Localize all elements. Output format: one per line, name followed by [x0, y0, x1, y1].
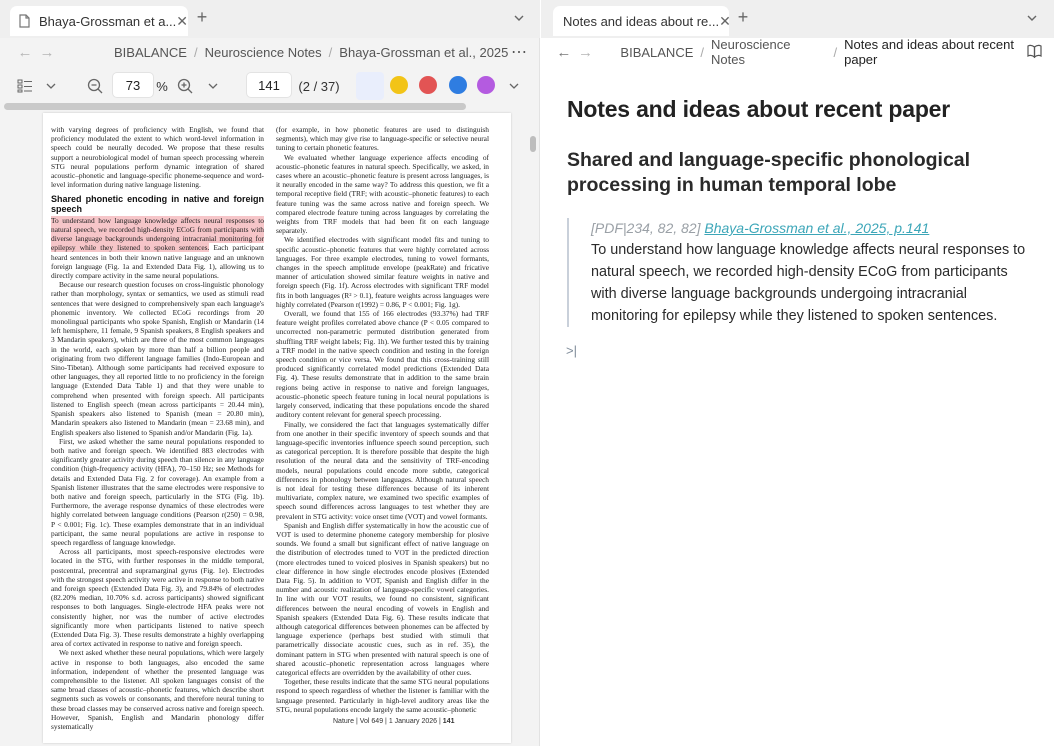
blockquote — [567, 218, 1037, 327]
horizontal-scrollbar[interactable] — [4, 103, 466, 110]
breadcrumb-item[interactable]: Neuroscience Notes — [711, 37, 791, 67]
pdf-page-footer — [333, 718, 454, 725]
chevron-down-icon[interactable] — [1025, 11, 1039, 25]
breadcrumb-separator: / — [833, 44, 838, 60]
tab-pdf-label: Bhaya-Grossman et a... — [39, 13, 177, 29]
forward-arrow-icon[interactable]: → — [578, 43, 594, 61]
highlight-color-swatch-blue[interactable] — [449, 76, 467, 94]
footer-date: 1 January 2026 — [388, 718, 438, 725]
pdf-paragraph: with varying degrees of proficiency with English, we found that proficiency modulated the extent to which word-level information in speech could be neurally decoded. We propose that these results support a neurobiological model of human speech processing wherein STG neural populations perform dynamic integration of shared acoustic–phonetic and language-specific phoneme-sequence and word-level information during native language listening. — [51, 125, 264, 190]
chevron-down-icon[interactable] — [44, 76, 58, 96]
quote-reference — [591, 218, 1037, 238]
breadcrumb-separator: / — [193, 44, 198, 60]
chevron-down-icon[interactable] — [206, 76, 220, 96]
pdf-paragraph: Across all participants, most speech-responsive electrodes were located in the STG, with further responses in the middle temporal, postcentral, precentral and supramarginal gyrus (Fig. 1e). Electrodes with the strongest speech activity were active in response to both native and foreign speech (Extended Data Fig. 3), and 79.84% of electrodes (82.20% median, 10.70% s.d. across participants) showed significant responses to both languages. Single-electrode HFA peaks were not consistently higher, nor was the number of active electrodes significantly more when participants listened to native speech (Extended Data Fig. 3). These results demonstrate a highly overlapping area of cortex activated in response to native and foreign speech. — [51, 547, 264, 649]
note-subtitle: Shared and language-specific phonological processing in human temporal lobe — [567, 149, 971, 196]
pdf-paragraph: Together, these results indicate that the same STG neural populations respond to speech regardless of whether the listener is familiar with the language presented. Particularly in high-level auditory areas like the STG, neural populations encode largely the same acoustic–phonetic — [276, 677, 489, 714]
pdf-paragraph: We identified electrodes with significant model fits and tuning to specific acoustic–phonetic features that were highly correlated across languages. For three example electrodes, tuning to vowel formants, changes in the speech amplitude envelope (peakRate) and fricative manner of articulation showed similar feature weights in native and foreign speech (Fig. 1f). Across electrodes with significant TRF model fits in both languages (R² > 0.1), feature weights across languages were highly correlated (Pearson r(1992) = 0.86, P < 0.001; Fig. 1g). — [276, 235, 489, 309]
highlight-color-swatch-red[interactable] — [419, 76, 437, 94]
vertical-scrollbar[interactable] — [530, 136, 536, 152]
pdf-backlink[interactable]: Bhaya-Grossman et al., 2025, p.141 — [704, 220, 930, 236]
breadcrumb-item[interactable]: BIBALANCE — [620, 44, 694, 60]
new-tab-plus-icon[interactable]: + — [196, 7, 208, 27]
footer-separator: | — [385, 718, 389, 725]
breadcrumb-current[interactable]: Notes and ideas about recent paper — [844, 37, 1014, 67]
page-count: (2 / 37) — [298, 78, 340, 94]
editor-cursor[interactable]: >| — [566, 343, 577, 358]
pdf-page — [43, 113, 511, 743]
pdf-column-right — [276, 125, 489, 714]
more-options-icon[interactable]: ⋯ — [511, 44, 527, 61]
zoom-in-icon[interactable] — [176, 76, 194, 96]
notes-pane — [541, 0, 1054, 746]
zoom-input[interactable]: 73 — [112, 72, 154, 98]
note-title: Notes and ideas about recent paper — [567, 96, 951, 122]
tab-pdf[interactable] — [10, 6, 188, 36]
highlight-color-swatch-yellow[interactable] — [390, 76, 408, 94]
pdf-toolbar — [0, 68, 540, 104]
chevron-down-icon[interactable] — [512, 11, 526, 25]
page-number-input[interactable]: 141 — [246, 72, 292, 98]
left-tab-bar — [0, 0, 540, 38]
pdf-paragraph: (for example, in how phonetic features are used to distinguish segments), which may give rise to language-specific or selective neural tuning to certain phonetic features. — [276, 125, 489, 153]
pdf-reference-prefix: [PDF|234, 82, 82] — [591, 220, 701, 236]
back-arrow-icon[interactable]: ← — [556, 43, 572, 61]
footer-separator: | — [355, 718, 360, 725]
highlight-color-swatch-none[interactable] — [356, 72, 384, 100]
pdf-column-left — [51, 125, 264, 731]
pdf-paragraph: We next asked whether these neural populations, which were largely active in response to both languages, also encoded the same information, independent of whether the presented language was comprehensible to the listener. All spoken languages consist of the same broad classes of acoustic–phonetic features, which describe short segments such as vowels or consonants, and therefore neural tuning to these broad classes may be conserved across native and foreign speech. However, Spanish, English and Mandarin phonology differ systematically — [51, 648, 264, 731]
forward-arrow-icon[interactable]: → — [39, 43, 55, 61]
footer-volume: Vol 649 — [359, 718, 384, 725]
footer-journal: Nature — [333, 718, 355, 725]
sidebar-toggle-icon[interactable] — [16, 76, 34, 96]
zoom-unit: % — [156, 78, 168, 94]
pdf-paragraph: Spanish and English differ systematically in how the acoustic cue of VOT is used to determine phoneme category membership for plosive sounds. We found a small but significant effect of native language on the distribution of electrodes tuned to VOT in the predicted direction (more electrodes tuned to voiced plosives in Spanish speakers) but no clear difference in how single electrodes encode plosives (Extended Data Fig. 5). In addition to VOT, Spanish and English differ in the number and acoustic realization of language-specific vowel categories. In line with our VOT results, we found no consistent, significant differences between the neural encoding of vowels in English and Spanish speakers (Extended Data Fig. 6). These results indicate that although categorical differences between phonemes can be affected by language experience (perhaps best studied with stimuli that parametrically dissociate acoustic cues, such as in ref. 35), the dominant pattern in STG when presented with natural speech is one of shared acoustic–phonetic representation across languages where categorical effects are overridden by the availability of other cues. — [276, 520, 489, 677]
quote-text: To understand how language knowledge affects neural responses to natural speech, we recorded high-density ECoG from participants with diverse language backgrounds undergoing intracranial monitoring for epilepsy while they listened to spoken sentences. — [591, 242, 1026, 324]
breadcrumb-item[interactable]: Bhaya-Grossman et al., 2025 — [339, 44, 509, 60]
chevron-down-icon[interactable] — [507, 76, 521, 96]
new-tab-plus-icon[interactable]: + — [737, 7, 749, 27]
left-nav-bar — [14, 38, 534, 66]
right-tab-bar — [541, 0, 1054, 38]
breadcrumb-separator: / — [700, 44, 705, 60]
close-icon[interactable]: ✕ — [176, 12, 189, 29]
pdf-paragraph: We evaluated whether language experience affects encoding of acoustic–phonetic features in natural speech. Specifically, we asked, in cases where an acoustic–phonetic feature is present across languages, is it neurally encoded in the same way? To address this question, we fit a temporal receptive field (TRF; with acoustic–phonetic features) to each feature tuning was the same across native and foreign speech. We compared electrode feature tuning across languages by correlating the weights from TRF models that had been fit on each language separately. — [276, 152, 489, 236]
pdf-text: Each participant heard sentences in both their known native language and an unknown foreign language (Fig. 1a and Extended Data Fig. 1), allowing us to directly compare activity in the same neural populations. — [51, 243, 264, 281]
breadcrumb-item[interactable]: Neuroscience Notes — [204, 44, 322, 60]
reading-view-book-icon[interactable] — [1027, 44, 1042, 61]
pdf-paragraph: Overall, we found that 155 of 166 electrodes (93.37%) had TRF feature weight profiles correlated above chance (P < 0.05 compared to uncorrected non-parametric permuted distribution generated from shuffling TRF weight labels; Fig. 1h). We further tested this by training a TRF model in the native speech condition and testing in the foreign speech condition or vice versa. We found that this cross-training still produced significantly correlated model predictions (Extended Data Fig. 4). These results demonstrate that in addition to the same brain regions being active in response to native and foreign languages, acoustic–phonetic speech feature tuning in local neural populations is largely conserved, indicating that these populations encode the shared auditory content relevant for general speech processing. — [276, 309, 489, 420]
back-arrow-icon[interactable]: ← — [17, 43, 33, 61]
footer-separator: | — [439, 718, 443, 725]
pdf-section-heading: Shared phonetic encoding in native and foreign speech — [51, 194, 264, 214]
pdf-highlight[interactable]: To understand how language knowledge affects neural responses to natural speech, we recorded high-density ECoG from participants with diverse language backgrounds undergoing intracranial monitoring for epilepsy while they listened to spoken sentences. — [51, 215, 264, 253]
pdf-paragraph: Finally, we considered the fact that languages systematically differ from one another in their specific inventory of speech sounds and that language-specific inventories influence speech sound perception, such as categorical perception. It is therefore possible that despite the high resolution of the neural data and the sensitivity of TRF-encoding models, neural populations could encode more subtle, categorical differences in phonology between languages. Although natural speech is not ideal for testing these differences because of its inherent multivariate, complex nature, we examined two specific examples of speech sound differences across languages to test whether they are prevalent in STG activity: voice onset time (VOT) and vowel formants. — [276, 419, 489, 521]
close-icon[interactable]: ✕ — [719, 12, 731, 29]
breadcrumb-item[interactable]: BIBALANCE — [114, 44, 187, 60]
pdf-paragraph: First, we asked whether the same neural populations responded to both native and foreign speech. We identified 883 electrodes with significantly greater activity during speech than silence in any language condition (high-frequency activity (HFA), 70–150 Hz; see Methods for details and Extended Data Fig. 2 for coverage). An example from a Spanish listener illustrates that the same electrodes were responsive to both native and foreign speech, particularly in the STG (Fig. 1b). Furthermore, the average response dynamics of these electrodes were highly correlated between language conditions (Pearson r(250) = 0.98, P < 0.001; Fig. 1c). These examples demonstrate that in an individual participant, the same neural populations are active in response to speech regardless of language knowledge. — [51, 436, 264, 547]
pdf-paragraph: Because our research question focuses on cross-linguistic phonology rather than morphology, syntax or semantics, we used as stimuli read sentences that were designed to comprehensively span each language's phonemic inventory. We collected ECoG recordings from 20 monolingual participants who spoke Spanish, English or Mandarin (14 left hemisphere, 11 female, 9 Spanish speakers, 8 English speakers and 3 Mandarin speakers), which are three of the most common languages in the world, each spoken by more than half a billion people and originating from two different language families (Indo-European and Sino-Tibetan). Although some participants had received exposure to other languages, they all reported little to no proficiency in the foreign language (Extended Data Table 1) and that they were unable to comprehend when presented with foreign speech. All participants listened to English speech (mean across participants = 20.44 min), Spanish speakers also listened to Spanish (mean = 20.80 min), Mandarin speakers also listened to Mandarin (mean = 23.68 min), and English speakers also listened to Spanish and/or Mandarin (Fig. 1a). — [51, 280, 264, 437]
breadcrumb-separator: / — [328, 44, 333, 60]
pdf-paragraph — [51, 216, 264, 280]
document-icon — [18, 14, 31, 28]
highlight-color-swatch-purple[interactable] — [477, 76, 495, 94]
tab-notes[interactable] — [553, 6, 729, 36]
tab-notes-label: Notes and ideas about re... — [563, 13, 720, 29]
footer-page-number: 141 — [442, 718, 455, 725]
right-nav-bar — [553, 38, 1048, 66]
zoom-out-icon[interactable] — [86, 76, 104, 96]
